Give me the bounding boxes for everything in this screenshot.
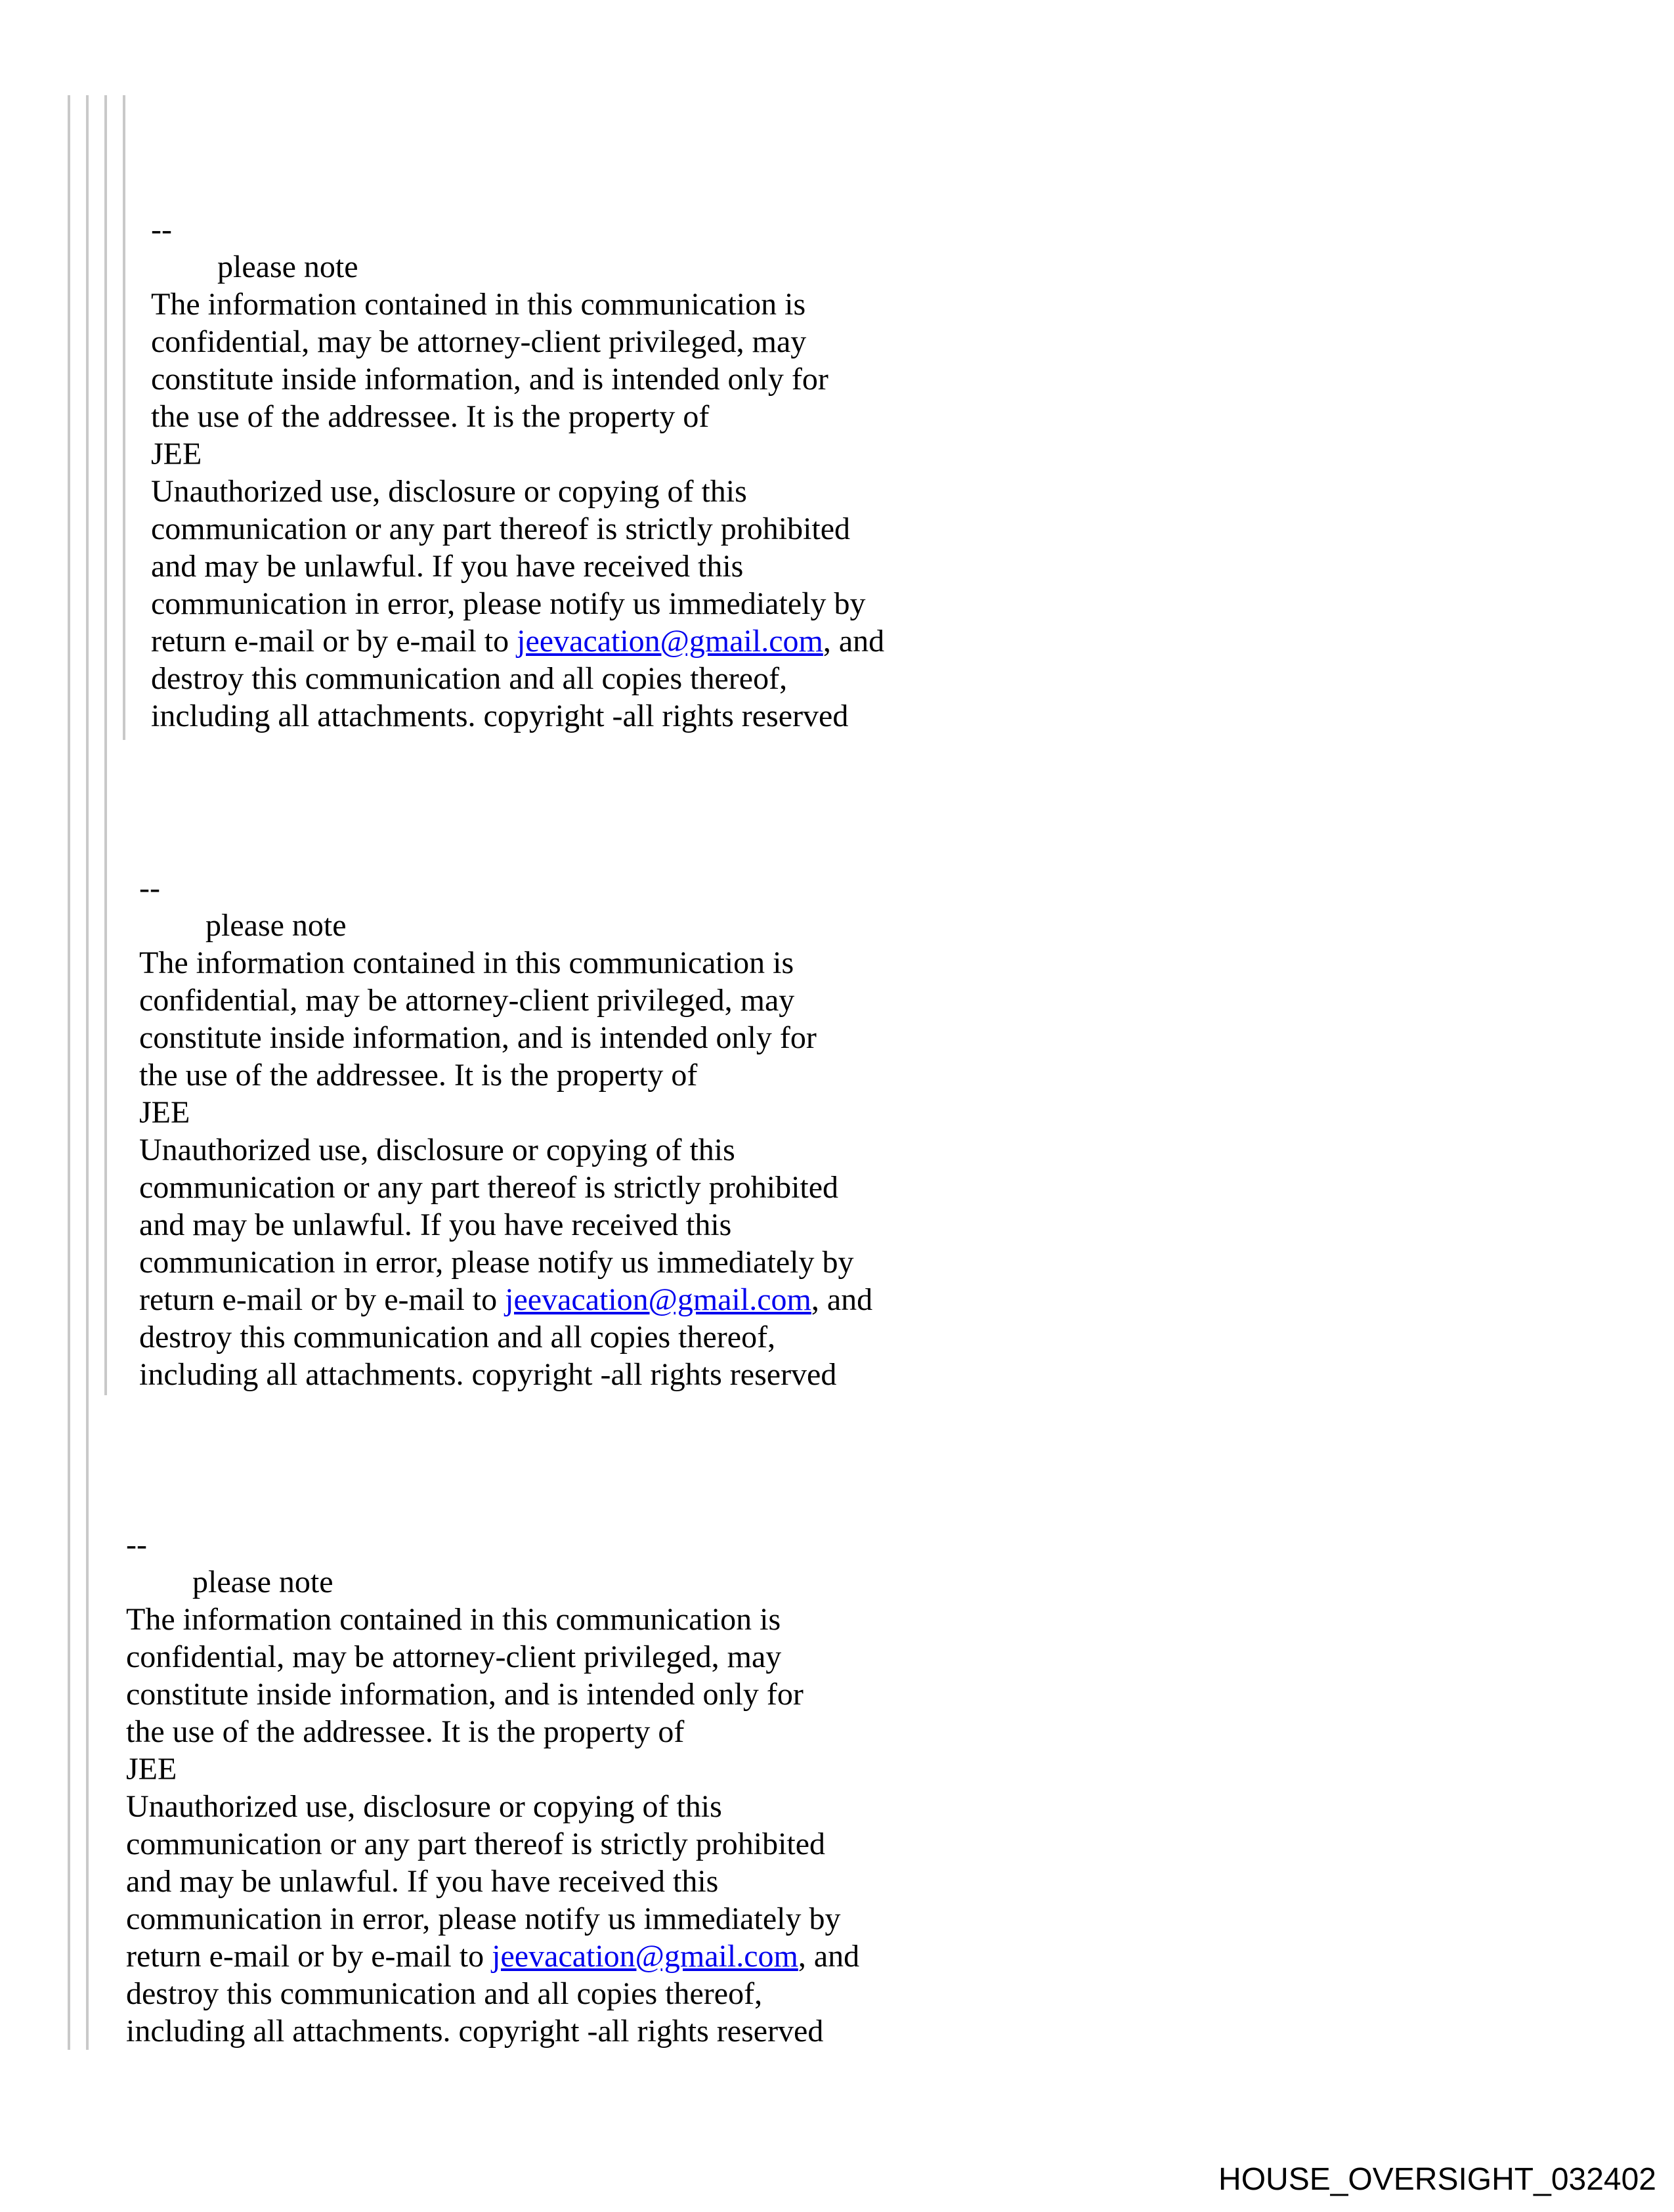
disclaimer-line: and may be unlawful. If you have received this [126, 1864, 719, 1899]
disclaimer-line: constitute inside information, and is intended only for [126, 1677, 804, 1712]
disclaimer-line: JEE [126, 1752, 177, 1787]
disclaimer-line: -- [139, 871, 160, 905]
bates-number: HOUSE_OVERSIGHT_032402 [1218, 2162, 1656, 2197]
disclaimer-line: communication or any part thereof is strictly prohibited [126, 1827, 826, 1861]
disclaimer-line: please note [217, 249, 358, 284]
disclaimer-block [151, 211, 884, 735]
disclaimer-line: communication or any part thereof is strictly prohibited [151, 511, 851, 546]
disclaimer-line: communication in error, please notify us immediately by [139, 1245, 854, 1280]
disclaimer-line: Unauthorized use, disclosure or copying of this [139, 1133, 735, 1167]
email-link[interactable]: jeevacation@gmail.com [492, 1939, 798, 1974]
disclaimer-line: please note [205, 908, 347, 943]
disclaimer-line: confidential, may be attorney-client privileged, may [139, 983, 795, 1018]
disclaimer-line: return e-mail or by e-mail to jeevacation@gmail.com, and [151, 624, 885, 659]
disclaimer-line: return e-mail or by e-mail to jeevacation@gmail.com, and [126, 1939, 860, 1974]
disclaimer-block [139, 869, 872, 1393]
disclaimer-line: communication in error, please notify us immediately by [151, 586, 866, 621]
email-link[interactable]: jeevacation@gmail.com [517, 624, 823, 659]
disclaimer-line: -- [126, 1527, 147, 1562]
disclaimer-line: JEE [151, 437, 202, 471]
disclaimer-line: JEE [139, 1095, 190, 1130]
disclaimer-line: and may be unlawful. If you have received this [151, 549, 744, 584]
disclaimer-line: destroy this communication and all copies thereof, [126, 1976, 763, 2011]
disclaimer-line: please note [192, 1565, 333, 1599]
disclaimer-line: confidential, may be attorney-client privileged, may [126, 1639, 782, 1674]
disclaimer-line: including all attachments. copyright -all rights reserved [126, 2014, 824, 2049]
disclaimer-line: destroy this communication and all copies thereof, [139, 1320, 776, 1355]
email-link[interactable]: jeevacation@gmail.com [505, 1282, 811, 1317]
disclaimer-line: The information contained in this communication is [126, 1602, 781, 1637]
disclaimer-line: The information contained in this communication is [139, 945, 794, 980]
disclaimer-line: constitute inside information, and is intended only for [139, 1020, 817, 1055]
disclaimer-line: communication or any part thereof is strictly prohibited [139, 1170, 839, 1205]
disclaimer-block [126, 1526, 859, 2050]
disclaimer-line: including all attachments. copyright -all rights reserved [139, 1357, 837, 1392]
disclaimer-line: and may be unlawful. If you have received this [139, 1207, 732, 1242]
disclaimer-line: Unauthorized use, disclosure or copying of this [151, 474, 747, 509]
disclaimer-line: the use of the addressee. It is the property of [151, 399, 710, 434]
disclaimer-line: The information contained in this communication is [151, 287, 806, 322]
disclaimer-line: confidential, may be attorney-client privileged, may [151, 324, 807, 359]
disclaimer-line: return e-mail or by e-mail to jeevacation@gmail.com, and [139, 1282, 873, 1317]
disclaimer-line: the use of the addressee. It is the property of [126, 1714, 685, 1749]
disclaimer-line: communication in error, please notify us immediately by [126, 1901, 841, 1936]
disclaimer-line: Unauthorized use, disclosure or copying of this [126, 1789, 722, 1824]
disclaimer-line: -- [151, 212, 172, 247]
disclaimer-line: constitute inside information, and is intended only for [151, 362, 828, 397]
disclaimer-line: including all attachments. copyright -all rights reserved [151, 699, 849, 733]
disclaimer-line: destroy this communication and all copies thereof, [151, 661, 788, 696]
disclaimer-line: the use of the addressee. It is the property of [139, 1058, 698, 1093]
